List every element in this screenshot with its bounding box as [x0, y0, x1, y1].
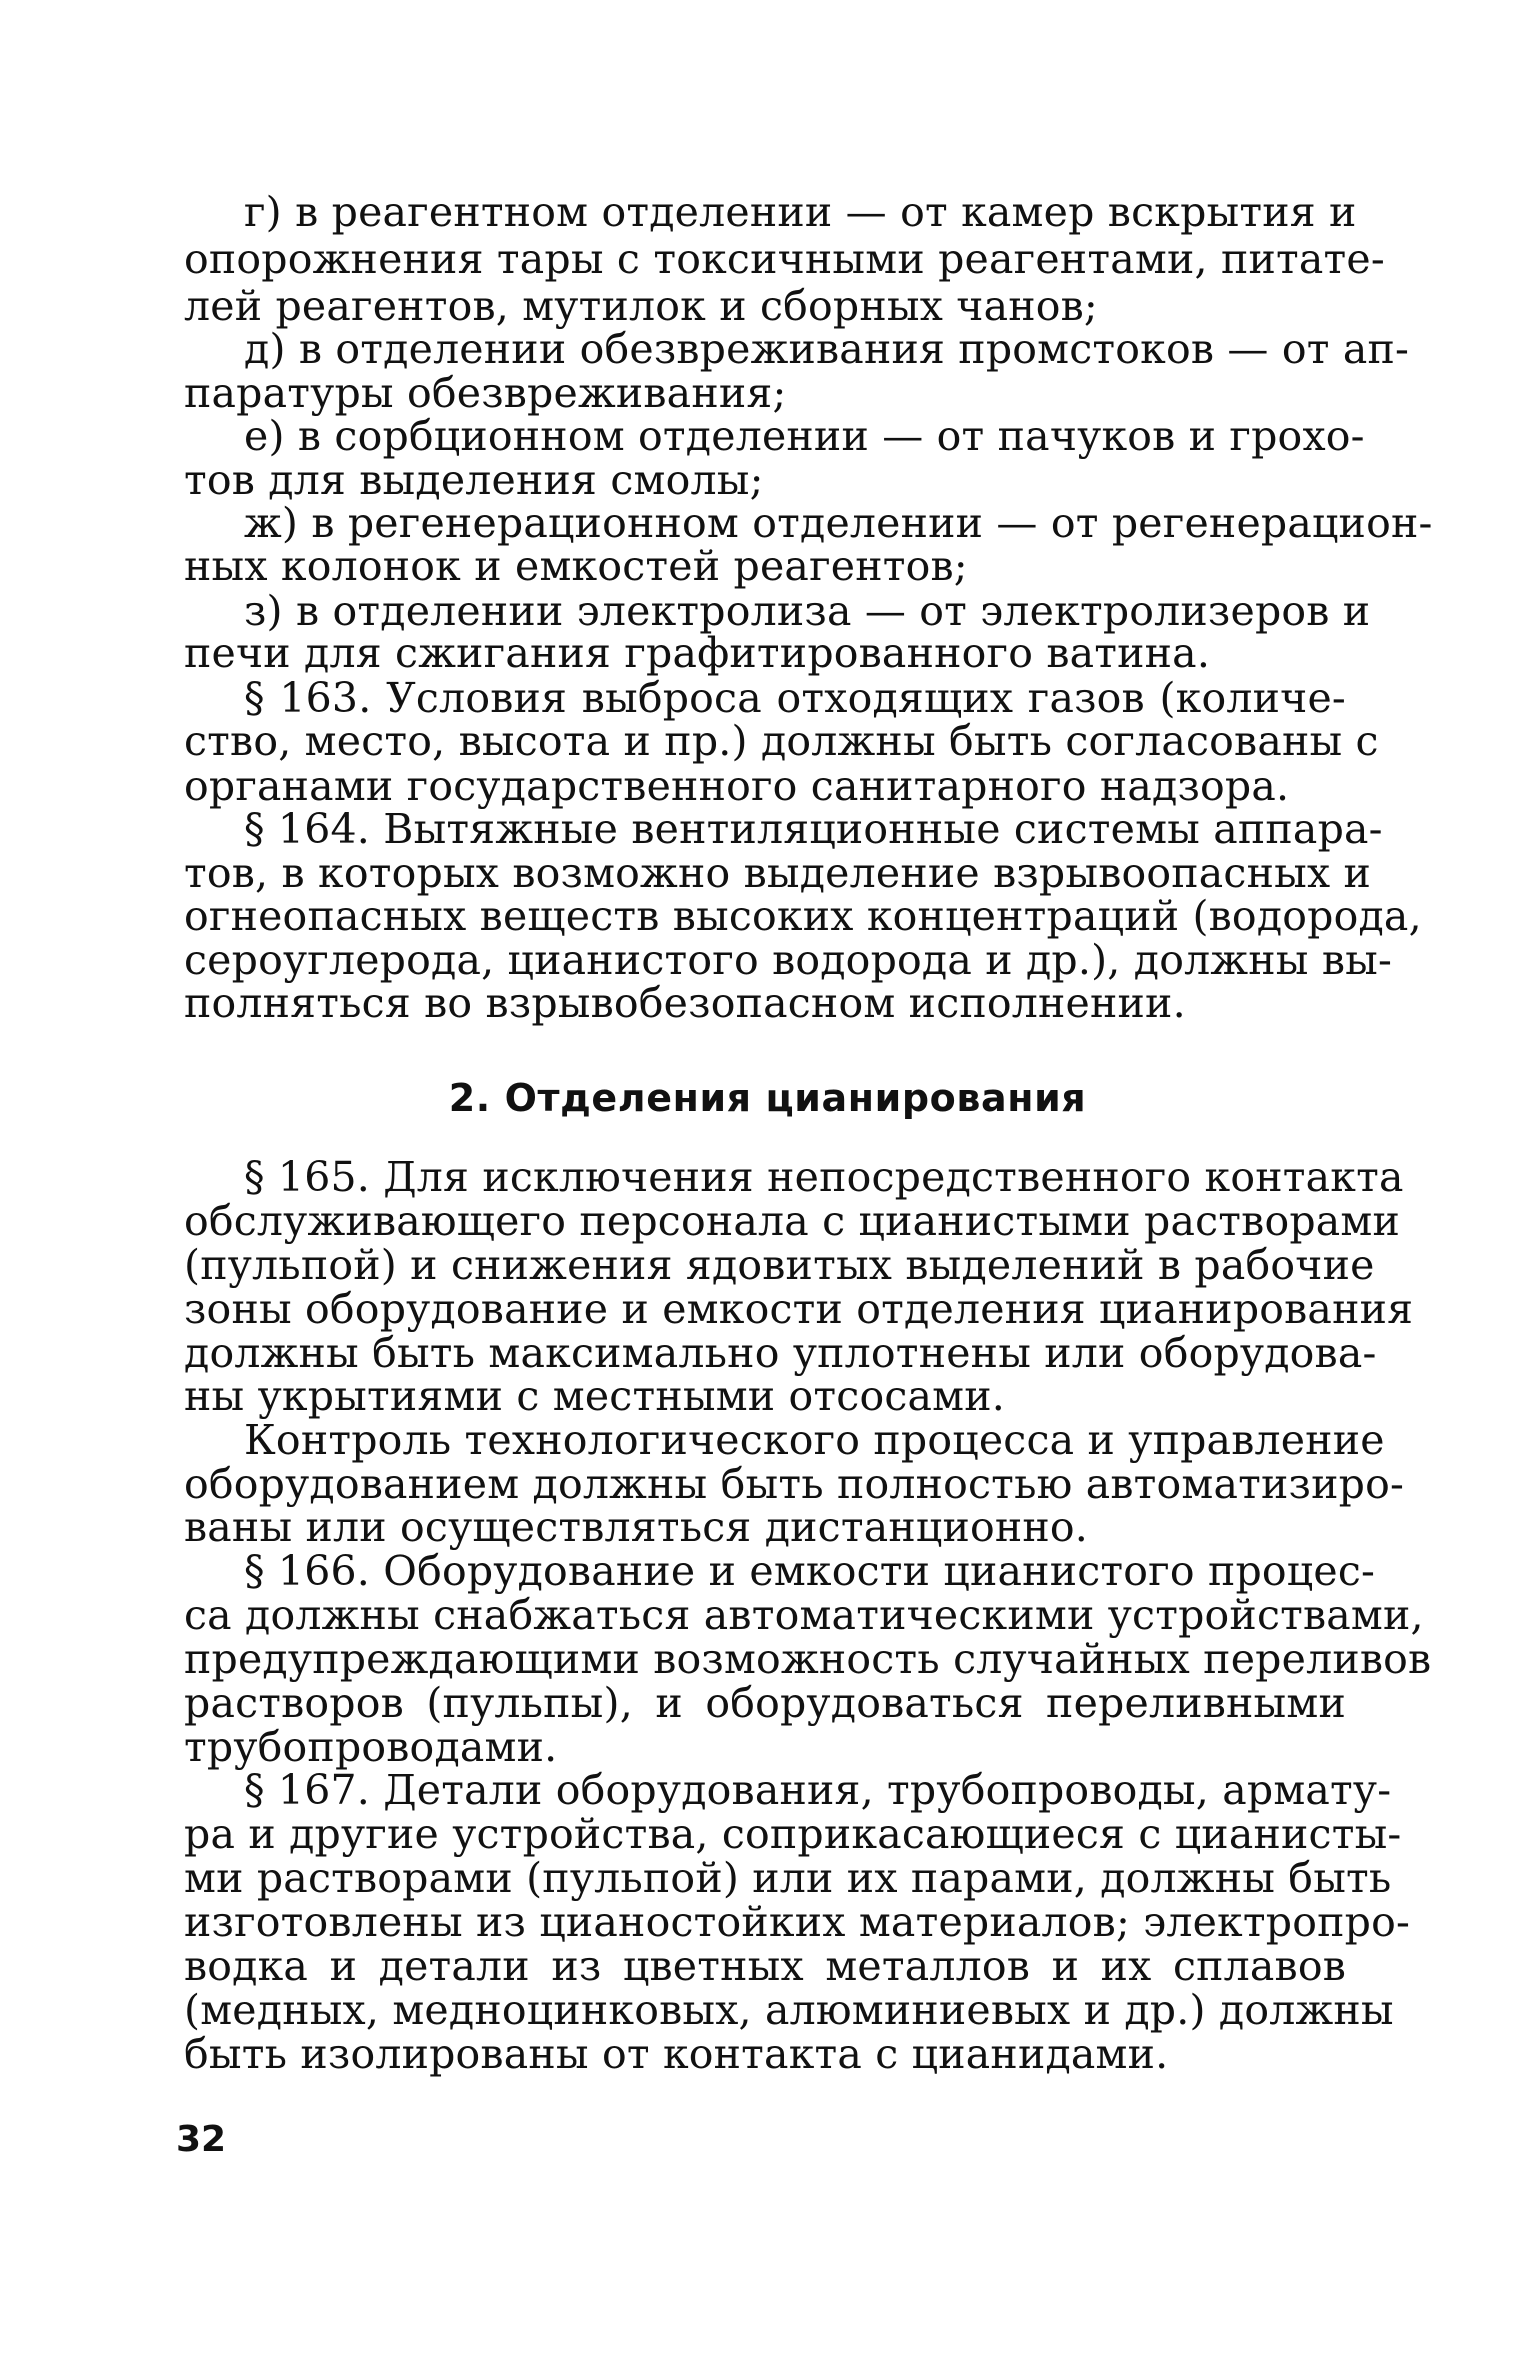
text-line: зоны оборудование и емкости отделения цианирования — [184, 1285, 1414, 1333]
text-line: водка и детали из цветных металлов и их сплавов — [184, 1942, 1346, 1990]
text-line: огнеопасных веществ высоких концентраций (водорода, — [184, 892, 1422, 940]
text-line: § 166. Оборудование и емкости цианистого процес- — [244, 1547, 1376, 1595]
text-line: опорожнения тары с токсичными реагентами, питате- — [184, 235, 1385, 283]
text-line: ство, место, высота и пр.) должны быть согласованы с — [184, 717, 1379, 765]
text-line: трубопроводами. — [184, 1723, 558, 1771]
text-line: ра и другие устройства, соприкасающиеся с цианисты- — [184, 1810, 1402, 1858]
text-line: § 165. Для исключения непосредственного контакта — [244, 1153, 1404, 1201]
text-line: ми растворами (пульпой) или их парами, должны быть — [184, 1854, 1392, 1902]
text-line: предупреждающими возможность случайных переливов — [184, 1635, 1432, 1683]
text-line: са должны снабжаться автоматическими устройствами, — [184, 1591, 1424, 1639]
page-number: 32 — [176, 2119, 227, 2160]
text-line: тов, в которых возможно выделение взрывоопасных и — [184, 849, 1372, 897]
text-line: § 163. Условия выброса отходящих газов (количе- — [244, 674, 1346, 722]
text-line: Контроль технологического процесса и управление — [244, 1416, 1385, 1464]
text-line: полняться во взрывобезопасном исполнении. — [184, 979, 1186, 1027]
text-line: растворов (пульпы), и оборудоваться переливными — [184, 1679, 1346, 1727]
text-line: изготовлены из цианостойких материалов; электропро- — [184, 1898, 1411, 1946]
text-line: печи для сжигания графитированного ватина. — [184, 629, 1211, 677]
text-line: г) в реагентном отделении — от камер вскрытия и — [244, 188, 1357, 236]
text-line: быть изолированы от контакта с цианидами. — [184, 2030, 1169, 2078]
text-line: ны укрытиями с местными отсосами. — [184, 1372, 1006, 1420]
text-line: паратуры обезвреживания; — [184, 369, 787, 417]
text-line: сероуглерода, цианистого водорода и др.), должны вы- — [184, 936, 1393, 984]
text-line: должны быть максимально уплотнены или оборудова- — [184, 1329, 1377, 1377]
text-line: (пульпой) и снижения ядовитых выделений в рабочие — [184, 1241, 1375, 1289]
text-line: органами государственного санитарного надзора. — [184, 762, 1290, 810]
text-line: § 167. Детали оборудования, трубопроводы, армату- — [244, 1766, 1392, 1814]
text-line: тов для выделения смолы; — [184, 456, 764, 504]
text-line: з) в отделении электролиза — от электролизеров и — [244, 587, 1371, 635]
text-line: д) в отделении обезвреживания промстоков — от ап- — [244, 325, 1410, 373]
section-heading: 2. Отделения цианирования — [448, 1076, 1087, 1120]
text-line: ваны или осуществляться дистанционно. — [184, 1503, 1089, 1551]
text-line: § 164. Вытяжные вентиляционные системы аппара- — [244, 805, 1383, 853]
text-line: ных колонок и емкостей реагентов; — [184, 542, 968, 590]
text-line: (медных, медноцинковых, алюминиевых и др.) должны — [184, 1986, 1394, 2034]
text-line: е) в сорбционном отделении — от пачуков и грохо- — [244, 412, 1365, 460]
text-line: обслуживающего персонала с цианистыми растворами — [184, 1197, 1401, 1245]
text-line: оборудованием должны быть полностью автоматизиро- — [184, 1460, 1405, 1508]
text-line: ж) в регенерационном отделении — от регенерацион- — [244, 499, 1433, 547]
text-line: лей реагентов, мутилок и сборных чанов; — [184, 282, 1098, 330]
